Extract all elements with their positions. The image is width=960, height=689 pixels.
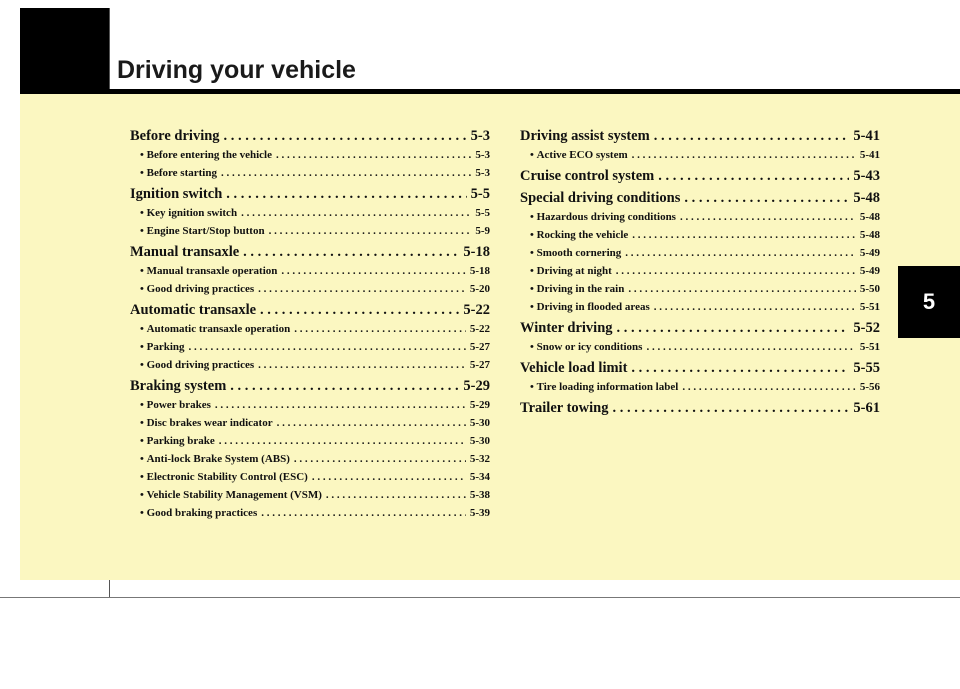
toc-entry-label: • Driving in the rain (530, 280, 628, 298)
toc-subsection-entry[interactable] (520, 146, 880, 164)
toc-dot-leader (654, 126, 850, 146)
toc-entry-label: • Driving in flooded areas (530, 298, 654, 316)
toc-entry-page: 5-18 (469, 265, 490, 277)
toc-entry-page: 5-52 (853, 320, 880, 336)
toc-section-entry[interactable] (520, 398, 880, 418)
toc-subsection-entry[interactable] (520, 298, 880, 316)
toc-entry-label: Before driving (130, 128, 220, 144)
toc-subsection-entry[interactable] (130, 320, 490, 338)
toc-column-left (130, 124, 490, 522)
toc-entry-page: 5-51 (859, 341, 880, 353)
toc-dot-leader (632, 226, 856, 244)
bottom-rule (0, 597, 960, 598)
toc-entry-page: 5-30 (469, 435, 490, 447)
toc-entry-label: • Good driving practices (140, 356, 258, 374)
toc-subsection-entry[interactable] (130, 222, 490, 240)
toc-entry-page: 5-27 (469, 359, 490, 371)
toc-entry-label: Cruise control system (520, 168, 655, 184)
toc-dot-leader (243, 242, 459, 262)
toc-subsection-entry[interactable] (520, 262, 880, 280)
toc-dot-leader (680, 208, 856, 226)
toc-entry-label: • Rocking the vehicle (530, 226, 632, 244)
toc-section-entry[interactable] (130, 126, 490, 146)
toc-subsection-entry[interactable] (520, 244, 880, 262)
toc-dot-leader (658, 166, 849, 186)
toc-subsection-entry[interactable] (520, 378, 880, 396)
toc-entry-page: 5-3 (475, 149, 490, 161)
toc-entry-page: 5-38 (469, 489, 490, 501)
toc-entry-label: • Parking (140, 338, 189, 356)
toc-entry-page: 5-43 (853, 168, 880, 184)
toc-dot-leader (258, 280, 466, 298)
toc-subsection-entry[interactable] (130, 414, 490, 432)
toc-dot-leader (312, 468, 466, 486)
toc-dot-leader (631, 358, 849, 378)
toc-dot-leader (281, 262, 465, 280)
toc-entry-label: • Key ignition switch (140, 204, 241, 222)
toc-entry-label: Automatic transaxle (130, 302, 257, 318)
toc-dot-leader (269, 222, 472, 240)
toc-entry-label: Vehicle load limit (520, 360, 628, 376)
toc-entry-page: 5-51 (859, 301, 880, 313)
toc-entry-label: • Vehicle Stability Management (VSM) (140, 486, 326, 504)
toc-entry-label: • Before starting (140, 164, 221, 182)
toc-subsection-entry[interactable] (130, 146, 490, 164)
toc-entry-page: 5-48 (859, 229, 880, 241)
toc-dot-leader (625, 244, 856, 262)
toc-dot-leader (215, 396, 466, 414)
toc-entry-page: 5-22 (463, 302, 490, 318)
toc-entry-page: 5-29 (469, 399, 490, 411)
toc-entry-label: Manual transaxle (130, 244, 240, 260)
toc-section-entry[interactable] (130, 242, 490, 262)
toc-entry-page: 5-18 (463, 244, 490, 260)
toc-dot-leader (221, 164, 471, 182)
toc-subsection-entry[interactable] (130, 504, 490, 522)
toc-entry-label: • Anti-lock Brake System (ABS) (140, 450, 294, 468)
toc-subsection-entry[interactable] (130, 280, 490, 298)
toc-entry-page: 5-22 (469, 323, 490, 335)
toc-entry-label: • Snow or icy conditions (530, 338, 646, 356)
toc-dot-leader (276, 146, 471, 164)
toc-entry-page: 5-48 (853, 190, 880, 206)
toc-section-entry[interactable] (130, 376, 490, 396)
toc-entry-label: Trailer towing (520, 400, 609, 416)
toc-dot-leader (646, 338, 855, 356)
toc-subsection-entry[interactable] (520, 208, 880, 226)
toc-entry-page: 5-50 (859, 283, 880, 295)
toc-dot-leader (628, 280, 856, 298)
toc-entry-label: Braking system (130, 378, 227, 394)
toc-entry-page: 5-27 (469, 341, 490, 353)
toc-subsection-entry[interactable] (130, 338, 490, 356)
toc-entry-label: Winter driving (520, 320, 613, 336)
toc-dot-leader (241, 204, 471, 222)
toc-entry-label: • Smooth cornering (530, 244, 625, 262)
toc-entry-page: 5-41 (853, 128, 880, 144)
toc-dot-leader (189, 338, 466, 356)
toc-dot-leader (219, 432, 466, 450)
toc-entry-label: • Parking brake (140, 432, 219, 450)
toc-entry-label: • Hazardous driving conditions (530, 208, 680, 226)
chapter-title: Driving your vehicle (117, 56, 356, 84)
toc-entry-label: • Before entering the vehicle (140, 146, 276, 164)
toc-dot-leader (654, 298, 856, 316)
toc-subsection-entry[interactable] (520, 338, 880, 356)
toc-entry-page: 5-39 (469, 507, 490, 519)
toc-entry-label: • Active ECO system (530, 146, 632, 164)
toc-entry-page: 5-49 (859, 265, 880, 277)
toc-entry-page: 5-55 (853, 360, 880, 376)
toc-entry-label: • Power brakes (140, 396, 215, 414)
toc-subsection-entry[interactable] (130, 396, 490, 414)
toc-entry-page: 5-49 (859, 247, 880, 259)
toc-entry-label: Special driving conditions (520, 190, 681, 206)
toc-section-entry[interactable] (520, 166, 880, 186)
toc-dot-leader (224, 126, 467, 146)
toc-section-entry[interactable] (520, 126, 880, 146)
toc-entry-label: Ignition switch (130, 186, 223, 202)
chapter-number-tab: 5 (898, 266, 960, 338)
toc-entry-page: 5-20 (469, 283, 490, 295)
toc-entry-label: • Driving at night (530, 262, 616, 280)
toc-entry-page: 5-29 (463, 378, 490, 394)
toc-dot-leader (277, 414, 466, 432)
toc-dot-leader (258, 356, 466, 374)
toc-entry-label: • Electronic Stability Control (ESC) (140, 468, 312, 486)
toc-dot-leader (294, 450, 466, 468)
toc-entry-label: • Good braking practices (140, 504, 261, 522)
toc-entry-page: 5-30 (469, 417, 490, 429)
toc-dot-leader (326, 486, 466, 504)
toc-entry-page: 5-5 (475, 207, 490, 219)
toc-dot-leader (684, 188, 849, 208)
toc-subsection-entry[interactable] (130, 432, 490, 450)
toc-section-entry[interactable] (130, 184, 490, 204)
toc-dot-leader (616, 262, 856, 280)
toc-subsection-entry[interactable] (130, 450, 490, 468)
header-black-block (20, 8, 109, 94)
toc-entry-label: Driving assist system (520, 128, 650, 144)
toc-dot-leader (612, 398, 849, 418)
toc-subsection-entry[interactable] (520, 280, 880, 298)
toc-entry-label: • Engine Start/Stop button (140, 222, 269, 240)
toc-dot-leader (617, 318, 850, 338)
toc-section-entry[interactable] (520, 188, 880, 208)
toc-entry-label: • Automatic transaxle operation (140, 320, 294, 338)
toc-dot-leader (260, 300, 459, 320)
toc-entry-page: 5-5 (470, 186, 490, 202)
toc-section-entry[interactable] (520, 318, 880, 338)
toc-dot-leader (682, 378, 856, 396)
toc-subsection-entry[interactable] (520, 226, 880, 244)
toc-subsection-entry[interactable] (130, 164, 490, 182)
toc-entry-page: 5-61 (853, 400, 880, 416)
toc-entry-page: 5-41 (859, 149, 880, 161)
toc-subsection-entry[interactable] (130, 486, 490, 504)
toc-entry-page: 5-34 (469, 471, 490, 483)
toc-subsection-entry[interactable] (130, 356, 490, 374)
toc-subsection-entry[interactable] (130, 262, 490, 280)
toc-column-right (520, 124, 880, 418)
toc-section-entry[interactable] (520, 358, 880, 378)
toc-entry-page: 5-3 (475, 167, 490, 179)
toc-section-entry[interactable] (130, 300, 490, 320)
toc-subsection-entry[interactable] (130, 204, 490, 222)
toc-entry-page: 5-32 (469, 453, 490, 465)
toc-dot-leader (632, 146, 856, 164)
toc-dot-leader (230, 376, 459, 396)
toc-entry-label: • Tire loading information label (530, 378, 682, 396)
toc-dot-leader (261, 504, 466, 522)
toc-entry-label: • Disc brakes wear indicator (140, 414, 277, 432)
toc-entry-page: 5-9 (475, 225, 490, 237)
toc-dot-leader (294, 320, 466, 338)
toc-entry-page: 5-3 (470, 128, 490, 144)
toc-entry-label: • Manual transaxle operation (140, 262, 281, 280)
toc-dot-leader (226, 184, 466, 204)
toc-entry-page: 5-48 (859, 211, 880, 223)
toc-entry-label: • Good driving practices (140, 280, 258, 298)
toc-entry-page: 5-56 (859, 381, 880, 393)
toc-subsection-entry[interactable] (130, 468, 490, 486)
